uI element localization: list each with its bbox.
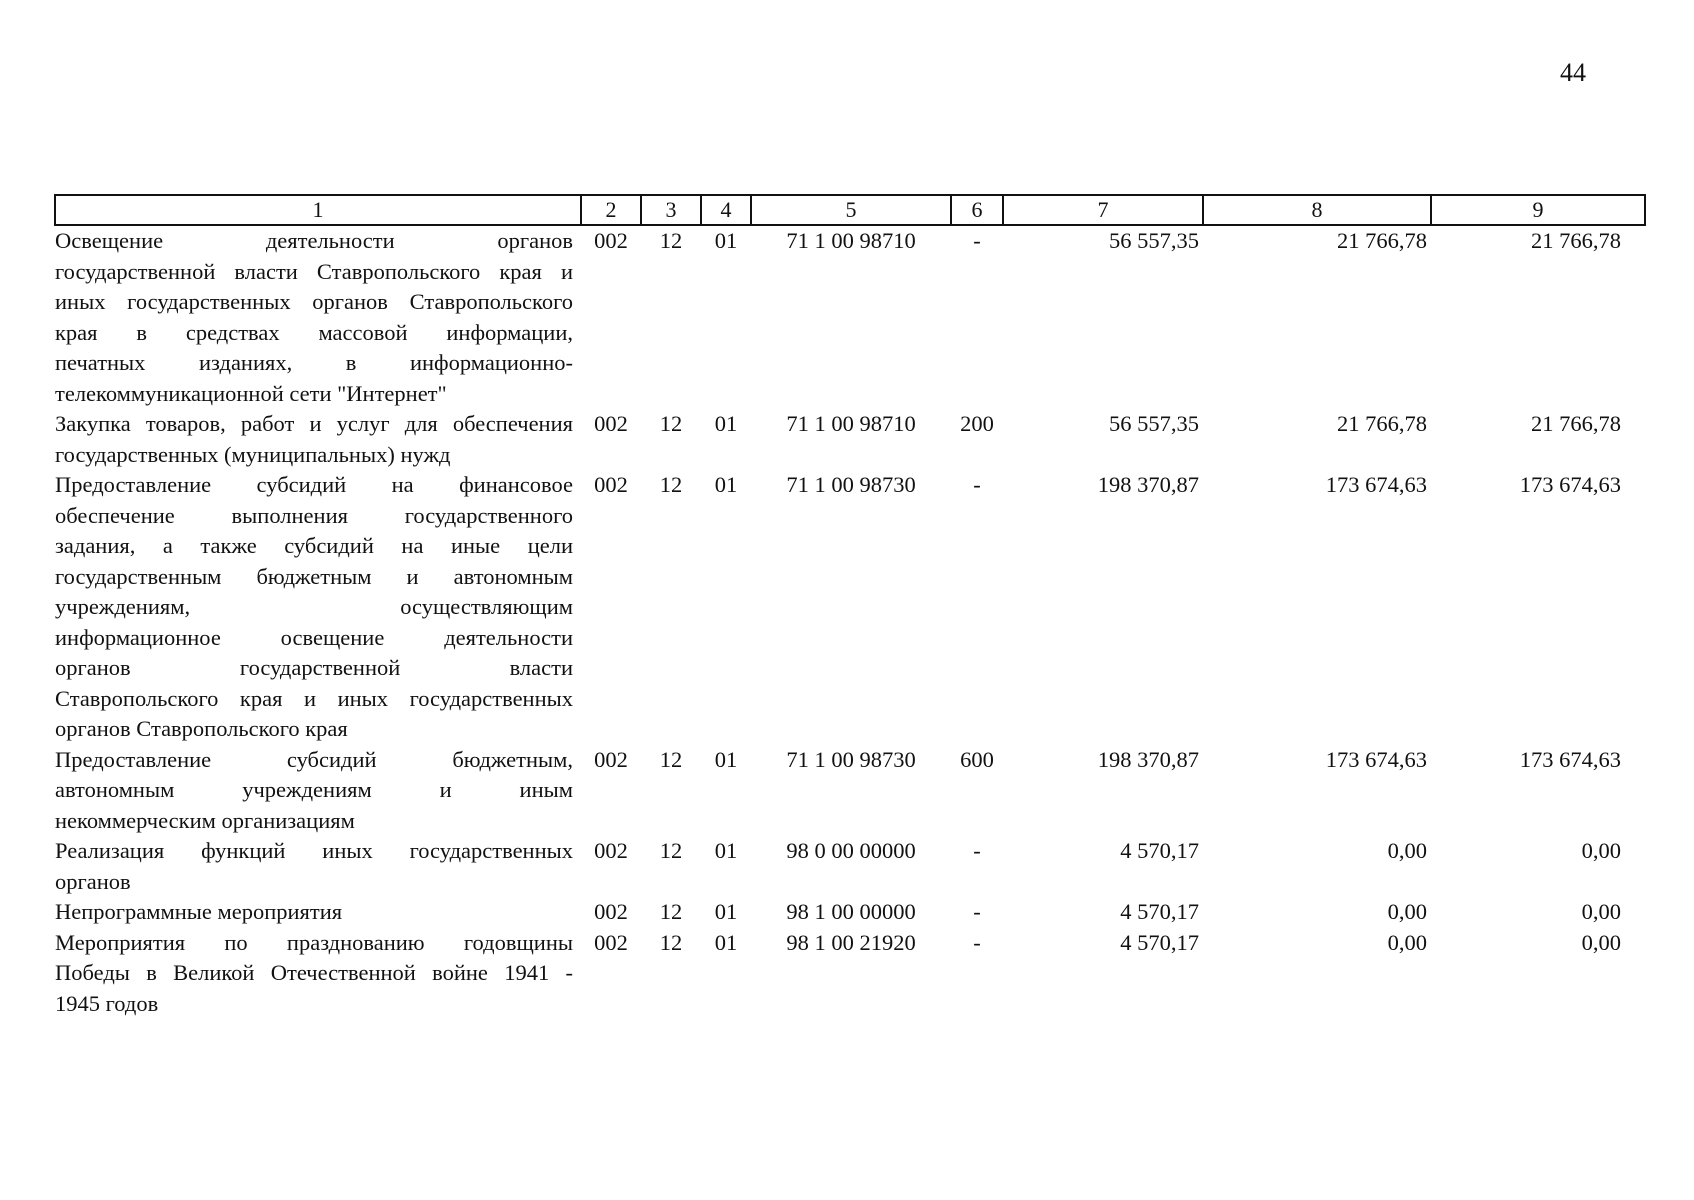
- target-article-code: 71 1 00 98710: [786, 411, 916, 436]
- subsection-code: 01: [714, 746, 738, 772]
- amount-2025: 0,00: [1581, 899, 1621, 924]
- amount-2023: 4 570,17: [1120, 838, 1199, 863]
- amount-2024: 173 674,63: [1325, 472, 1427, 497]
- ministry-code: 002: [594, 746, 628, 772]
- expense-type-code: -: [973, 472, 981, 497]
- description-line: Реализация функций иных государственных: [55, 838, 573, 863]
- section-code: 12: [659, 899, 683, 924]
- column-header: 8: [1203, 195, 1431, 225]
- description-line: Освещение деятельности органов: [55, 228, 573, 253]
- description-line: обеспечение выполнения государственного: [55, 502, 573, 528]
- expense-type-code: -: [973, 899, 981, 924]
- expense-type-code: 600: [960, 746, 994, 772]
- expense-type-code: -: [973, 929, 981, 955]
- table-row: [55, 836, 1645, 897]
- description-line: государственной власти Ставропольского края и: [55, 258, 573, 284]
- amount-2023: 198 370,87: [1097, 746, 1199, 772]
- subsection-code: 01: [714, 899, 738, 924]
- description-line: телекоммуникационной сети "Интернет": [55, 380, 447, 406]
- amount-2023: 4 570,17: [1120, 899, 1199, 924]
- target-article-code: 98 1 00 21920: [786, 929, 916, 955]
- ministry-code: 002: [594, 929, 628, 955]
- amount-2023: 56 557,35: [1109, 228, 1199, 253]
- description-line: государственным бюджетным и автономным: [55, 563, 573, 589]
- amount-2025: 21 766,78: [1531, 228, 1621, 253]
- section-code: 12: [659, 228, 683, 253]
- row-description: [55, 897, 581, 928]
- amount-2025: 173 674,63: [1519, 472, 1621, 497]
- ministry-code: 002: [594, 228, 628, 253]
- column-header: 3: [641, 195, 701, 225]
- subsection-code: 01: [714, 228, 738, 253]
- expense-type-code: -: [973, 228, 981, 253]
- target-article-code: 71 1 00 98730: [786, 746, 916, 772]
- table-header-row: [55, 195, 1645, 225]
- table-row: [55, 470, 1645, 745]
- row-description: [55, 836, 581, 897]
- description-line: Мероприятия по празднованию годовщины: [55, 929, 573, 955]
- subsection-code: 01: [714, 838, 738, 863]
- amount-2024: 173 674,63: [1325, 746, 1427, 772]
- section-code: 12: [659, 472, 683, 497]
- description-line: учреждениям, осуществляющим: [55, 594, 573, 619]
- subsection-code: 01: [714, 472, 738, 497]
- amount-2025: 0,00: [1581, 929, 1621, 955]
- section-code: 12: [659, 411, 683, 436]
- description-line: автономным учреждениям и иным: [55, 777, 573, 802]
- amount-2025: 21 766,78: [1531, 411, 1621, 436]
- amount-2024: 0,00: [1387, 899, 1427, 924]
- amount-2025: 173 674,63: [1519, 746, 1621, 772]
- description-line: информационное освещение деятельности: [55, 624, 573, 650]
- column-header: 6: [951, 195, 1003, 225]
- description-line: Предоставление субсидий бюджетным,: [55, 746, 573, 772]
- table-row: [55, 745, 1645, 837]
- ministry-code: 002: [594, 411, 628, 436]
- row-description: [55, 225, 581, 409]
- column-header: 1: [55, 195, 581, 225]
- expense-type-code: 200: [960, 411, 994, 436]
- description-line: задания, а также субсидий на иные цели: [55, 533, 573, 558]
- amount-2023: 198 370,87: [1097, 472, 1199, 497]
- amount-2024: 0,00: [1387, 838, 1427, 863]
- description-line: Непрограммные мероприятия: [55, 899, 343, 924]
- row-description: [55, 745, 581, 837]
- ministry-code: 002: [594, 472, 628, 497]
- ministry-code: 002: [594, 838, 628, 863]
- description-line: иных государственных органов Ставропольского: [55, 289, 573, 314]
- row-description: [55, 928, 581, 1020]
- description-line: государственных (муниципальных) нужд: [55, 441, 451, 467]
- table-row: [55, 409, 1645, 470]
- table-row: [55, 897, 1645, 928]
- ministry-code: 002: [594, 899, 628, 924]
- amount-2023: 4 570,17: [1120, 929, 1199, 955]
- description-line: Победы в Великой Отечественной войне 1941 -: [55, 960, 573, 985]
- description-line: Закупка товаров, работ и услуг для обеспечения: [55, 411, 573, 436]
- amount-2025: 0,00: [1581, 838, 1621, 863]
- column-header: 7: [1003, 195, 1203, 225]
- description-line: Ставропольского края и иных государственных: [55, 685, 573, 711]
- column-header: 9: [1431, 195, 1645, 225]
- target-article-code: 71 1 00 98730: [786, 472, 916, 497]
- description-line: края в средствах массовой информации,: [55, 319, 573, 345]
- column-header: 5: [751, 195, 951, 225]
- section-code: 12: [659, 838, 683, 863]
- row-description: [55, 470, 581, 745]
- target-article-code: 98 1 00 00000: [786, 899, 916, 924]
- page-number: 44: [1560, 58, 1586, 87]
- description-line: 1945 годов: [55, 990, 159, 1016]
- description-line: некоммерческим организациям: [55, 807, 355, 833]
- target-article-code: 71 1 00 98710: [786, 228, 916, 253]
- column-header: 2: [581, 195, 641, 225]
- table-row: [55, 928, 1645, 1020]
- section-code: 12: [659, 929, 683, 955]
- description-line: органов государственной власти: [55, 655, 573, 680]
- amount-2024: 21 766,78: [1337, 411, 1427, 436]
- column-header: 4: [701, 195, 751, 225]
- description-line: органов Ставропольского края: [55, 716, 348, 741]
- description-line: Предоставление субсидий на финансовое: [55, 472, 573, 497]
- description-line: печатных изданиях, в информационно-: [55, 350, 573, 375]
- expense-type-code: -: [973, 838, 981, 863]
- target-article-code: 98 0 00 00000: [786, 838, 916, 863]
- description-line: органов: [55, 868, 131, 894]
- amount-2023: 56 557,35: [1109, 411, 1199, 436]
- amount-2024: 21 766,78: [1337, 228, 1427, 253]
- amount-2024: 0,00: [1387, 929, 1427, 955]
- table-body: [55, 225, 1645, 1019]
- budget-table: [54, 194, 1646, 1019]
- row-description: [55, 409, 581, 470]
- section-code: 12: [659, 746, 683, 772]
- subsection-code: 01: [714, 929, 738, 955]
- subsection-code: 01: [714, 411, 738, 436]
- table-row: [55, 225, 1645, 409]
